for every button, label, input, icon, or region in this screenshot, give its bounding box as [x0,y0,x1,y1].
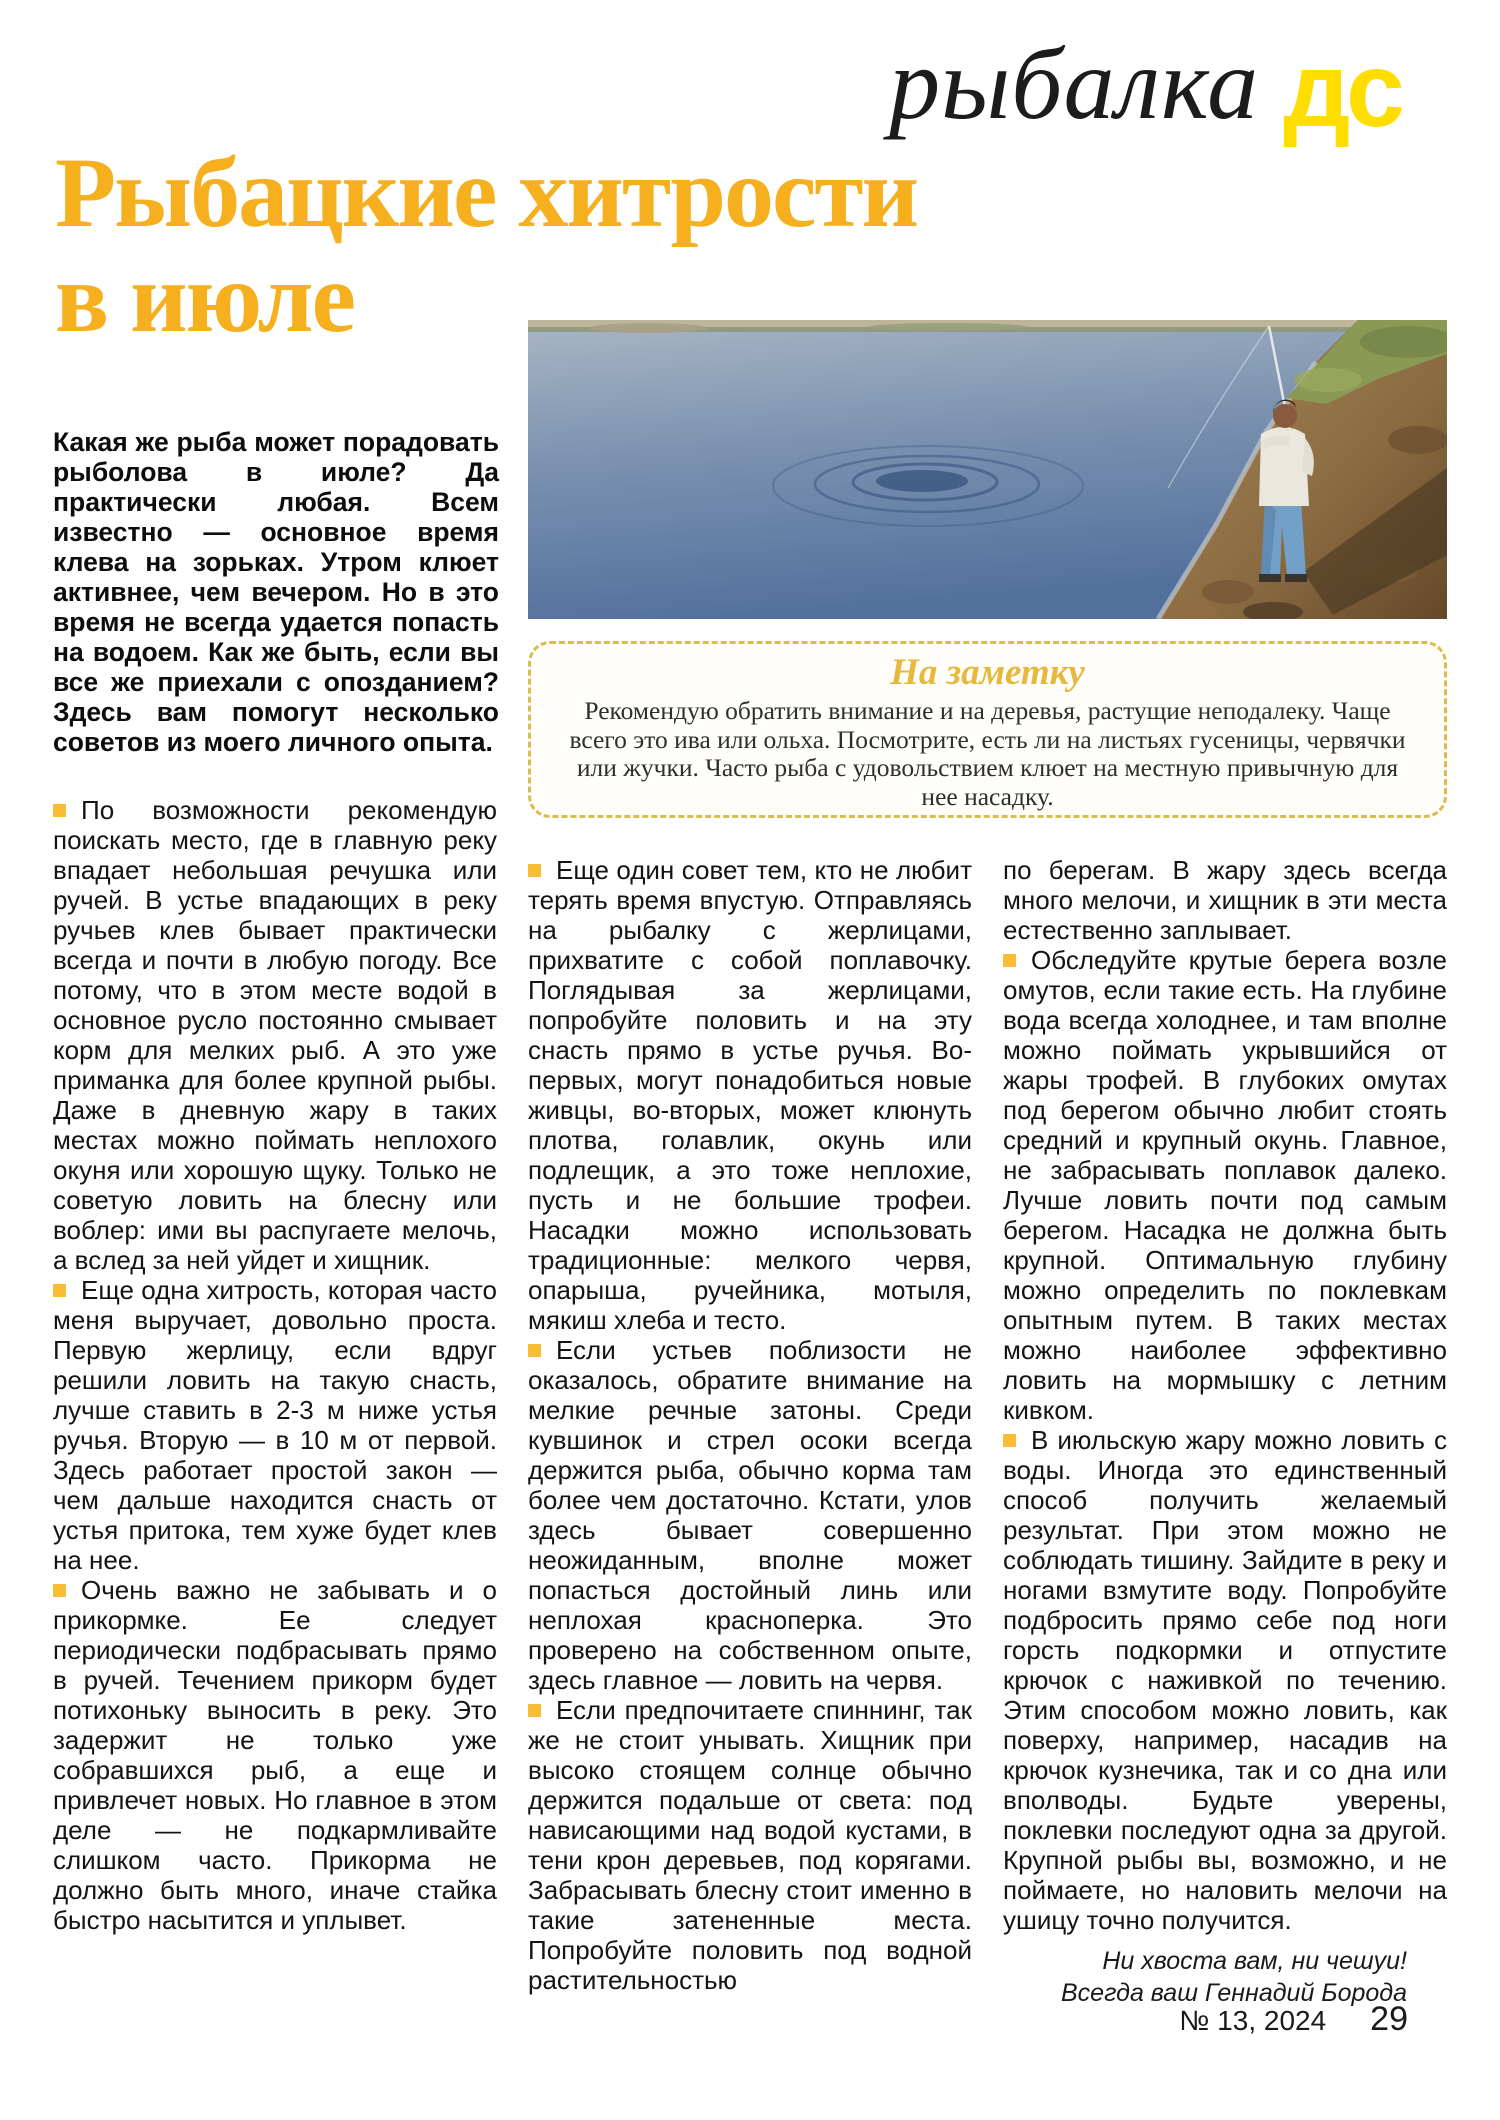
river-photo-illustration [528,320,1447,619]
page-number: 29 [1370,2000,1408,2038]
signature-line1: Ни хвоста вам, ни чешуи! [1102,1947,1407,1975]
paragraph [528,855,972,1335]
bullet-square-icon [528,1344,541,1357]
bullet-square-icon [528,864,541,877]
lead-paragraph: Какая же рыба может порадовать рыболова в июле? Да практически любая. Всем известно — основное время клева на зорьках. Утром клюет активнее, чем вечером. Но в это время не всегда удается попасть на водоем. Как же быть, если вы все же приехали с опозданием? Здесь вам помогут несколько советов из моего личного опыта. [53,426,499,757]
paragraph [53,1275,497,1575]
article-title-line1: Рыбацкие хитрости [55,137,918,248]
magazine-logo: дс [1283,31,1402,149]
issue-number: № 13, 2024 [1179,2005,1327,2036]
paragraph [53,795,497,1275]
body-column-1 [53,795,497,1935]
paragraph-text: Если предпочитаете спиннинг, так же не стоит унывать. Хищник при высоко стоящем солнце обычно держится подальше от света: под нависающими над водой кустами, в тени крон деревьев, под корягами. Забрасывать блесну стоит именно в такие затененные места. Попробуйте половить под водной растительностью [528,1695,972,1995]
article-title-line2: в июле [55,242,355,353]
paragraph-text: Еще один совет тем, кто не любит терять время впустую. Отправляясь на рыбалку с жерлицами, прихватите с собой поплавочку. Поглядывая за жерлицами, попробуйте половить и на эту снасть прямо в устье ручья. Во-первых, могут понадобиться новые живцы, во-вторых, может клюнуть плотва, голавлик, окунь или подлещик, а это тоже неплохие, пусть и не большие трофеи. Насадки можно использовать традиционные: мелкого червя, опарыша, ручейника, мотыля, мякиш хлеба и тесто. [528,855,972,1335]
river-photo [528,320,1447,619]
article-title [55,137,918,353]
bullet-square-icon [53,804,66,817]
body-column-2 [528,855,972,1995]
bullet-square-icon [1003,1434,1016,1447]
paragraph-text: Обследуйте крутые берега возле омутов, если такие есть. На глубине вода всегда холоднее, и там вполне можно поймать укрывшийся от жары трофей. В глубоких омутах под берегом обычно любит стоять средний и крупный окунь. Главное, не забрасывать поплавок далеко. Лучше ловить почти под самым берегом. Насадка не должна быть крупной. Оптимальную глубину можно определить по поклевкам опытным путем. В таких местах можно наиболее эффективно ловить на мормышку с летним кивком. [1003,945,1447,1425]
paragraph [53,1575,497,1935]
signature-line2: Всегда ваш Геннадий Борода [1061,1979,1407,2007]
paragraph [1003,1425,1447,1935]
page-footer [1179,2000,1408,2039]
bullet-square-icon [53,1584,66,1597]
section-name: рыбалка [889,28,1260,141]
paragraph-text: В июльскую жару можно ловить с воды. Иногда это единственный способ получить желаемый результат. При этом можно не соблюдать тишину. Зайдите в реку и ногами взмутите воду. Попробуйте подбросить прямо себе под ноги горсть подкормки и отпустите крючок с наживкой по течению. Этим способом можно ловить, как поверху, например, насадив на крючок кузнечика, так и со дна или вполводы. Будьте уверены, поклевки последуют одна за другой. Крупной рыбы вы, возможно, и не поймаете, но наловить мелочи на ушицу точно получится. [1003,1425,1447,1935]
masthead [0,22,1402,149]
paragraph [1003,945,1447,1425]
note-title: На заметку [890,652,1085,693]
bullet-square-icon [1003,954,1016,967]
note-text: Рекомендую обратить внимание и на деревья, растущие неподалеку. Чаще всего это ива или ольха. Посмотрите, есть ли на листьях гусеницы, червячки или жучки. Часто рыба с удовольствием клюет на местную привычную для нее насадку. [569,696,1406,811]
paragraph [528,1695,972,1995]
bullet-square-icon [53,1284,66,1297]
paragraph-text: Если устьев поблизости не оказалось, обратите внимание на мелкие речные затоны. Среди кувшинок и стрел осоки всегда держится рыба, обычно корма там более чем достаточно. Кстати, улов здесь бывает совершенно неожиданным, вполне может попасться достойный линь или неплохая красноперка. Это проверено на собственном опыте, здесь главное — ловить на червя. [528,1335,972,1695]
paragraph-text: Еще одна хитрость, которая часто меня выручает, довольно проста. Первую жерлицу, если вдруг решили ловить на такую снасть, лучше ставить в 2-3 м ниже устья ручья. Вторую — в 10 м от первой. Здесь работает простой закон — чем дальше находится снасть от устья притока, тем хуже будет клев на нее. [53,1275,497,1575]
paragraph-text: По возможности рекомендую поискать место, где в главную реку впадает небольшая речушка или ручей. В устье впадающих в реку ручьев клев бывает практически всегда и почти в любую погоду. Все потому, что в этом месте водой в основное русло постоянно смывает корм для мелких рыб. А это уже приманка для более крупной рыбы. Даже в дневную жару в таких местах можно поймать неплохого окуня или хорошую щуку. Только не советую ловить на блесну или воблер: ими вы распугаете мелочь, а вслед за ней уйдет и хищник. [53,795,497,1275]
body-column-3 [1003,855,1447,2009]
bullet-square-icon [528,1704,541,1717]
note-box [528,641,1447,818]
paragraph-continuation: по берегам. В жару здесь всегда много мелочи, и хищник в эти места естественно заплывает. [1003,855,1447,945]
paragraph [528,1335,972,1695]
paragraph-text: Очень важно не забывать и о прикормке. Ее следует периодически подбрасывать прямо в ручей. Течением прикорм будет потихоньку выносить в реку. Это задержит не только уже собравшихся рыб, а еще и привлечет новых. Но главное в этом деле — не подкармливайте слишком часто. Прикорма не должно быть много, иначе стайка быстро насытится и уплывет. [53,1575,497,1935]
head [1273,404,1297,428]
